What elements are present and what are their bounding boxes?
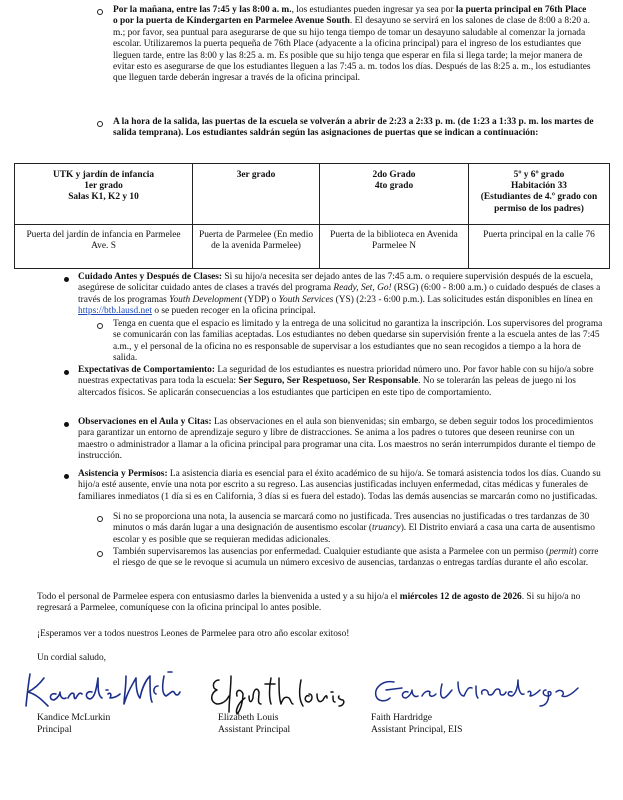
- signer-block: [371, 712, 462, 736]
- table-header-cell: 5º y 6º grado Habitación 33 (Estudiantes de 4.º grado con permiso de los padres): [469, 164, 610, 225]
- dismissal-paragraph: A la hora de la salida, las puertas de la escuela se volverán a abrir de 2:23 a 2:33 p. m. (de 1:23 a 1:33 p. m. los martes de salida temprana). Los estudiantes saldrán según las asignaciones de puertas que se indican a continuación:: [113, 117, 594, 139]
- bullet: [64, 277, 69, 282]
- table-header-cell: 3er grado: [193, 164, 320, 225]
- sub-bullet: [97, 121, 103, 127]
- permit-note: También supervisaremos las ausencias por enfermedad. Cualquier estudiante que asista a Parmelee con un permiso (permit) corre el riesgo de que se le revoque si acumula un número excesivo de ausencias, tardanzas o entregas tardías durante el año escolar.: [113, 547, 599, 569]
- signer-name: Elizabeth Louis: [218, 712, 279, 723]
- bullet: [64, 474, 69, 479]
- behavior-section: Expectativas de Comportamiento: La seguridad de los estudiantes es nuestra prioridad número uno. Por favor hable con su hijo/a sobre nuestras expectativas para toda la escuela: Ser Seguro, Ser Respetuoso, Ser Responsable. No se tolerarán las peleas de juego ni los altercados físicos. Se aplicarán consecuencias a los estudiantes que participen en este tipo de comportamiento.: [78, 365, 594, 398]
- observations-label: Observaciones en el Aula y Citas:: [78, 417, 212, 427]
- morning-entry-time: Por la mañana, entre las 7:45 y las 8:00 a. m.: [113, 5, 292, 15]
- table-cell: Puerta principal en la calle 76: [469, 225, 610, 269]
- closing-paragraph: Todo el personal de Parmelee espera con entusiasmo darles la bienvenida a usted y a su hijo/a el miércoles 12 de agosto de 2026. Si su hijo/a no regresará a Parmelee, comuníquese con la oficina principal lo antes posible.: [37, 592, 581, 614]
- attendance-label: Asistencia y Permisos:: [78, 469, 168, 479]
- btb-link[interactable]: https://btb.lausd.net: [78, 306, 152, 317]
- table-header-cell: UTK y jardín de infancia 1er grado Salas K1, K2 y 10: [15, 164, 193, 225]
- table-header-row: [15, 164, 610, 225]
- signer-block: [218, 712, 290, 736]
- signature-louis: [205, 670, 350, 718]
- sub-bullet: [97, 323, 103, 329]
- table-cell: Puerta de la biblioteca en Avenida Parmelee N: [320, 225, 469, 269]
- table-row: [15, 225, 610, 269]
- sub-bullet: [97, 9, 103, 15]
- signer-block: [37, 712, 110, 736]
- sub-bullet: [97, 516, 103, 522]
- signature-mclurkin: [22, 668, 192, 712]
- table-cell: Puerta de Parmelee (En medio de la avenida Parmelee): [193, 225, 320, 269]
- gate-assignment-table: [14, 163, 610, 269]
- signer-title: Assistant Principal: [218, 724, 291, 735]
- observations-section: Observaciones en el Aula y Citas: Las observaciones en el aula son bienvenidas; sin embargo, se deben seguir todos los procedimientos para garantizar un entorno de aprendizaje seguro y libre de distracciones. Se anima a los padres o tutores que deseen reunirse con un maestro o administrador a llamar a la oficina principal para programar una cita. Los maestros no serán interrumpidos durante el tiempo de instrucción.: [78, 417, 596, 462]
- table-cell: Puerta del jardín de infancia en Parmelee Ave. S: [15, 225, 193, 269]
- closing-salute: Un cordial saludo,: [37, 653, 106, 663]
- behavior-label: Expectativas de Comportamiento:: [78, 365, 215, 375]
- signer-title: Assistant Principal, EIS: [371, 724, 463, 735]
- signer-title: Principal: [37, 724, 72, 735]
- entry-gates: la puerta principal en 76th Place o por la puerta de Kindergarten en Parmelee Avenue South: [113, 5, 587, 27]
- care-section: Cuidado Antes y Después de Clases: Si su hijo/a necesita ser dejado antes de las 7:45 a.m. o requiere supervisión después de la escuela, asegúrese de solicitar cuidado antes de clases a través del programa Ready, Set, Go! (RSG) (6:00 - 8:00 a.m.) o cuidado después de clases a través de los programas Youth Development (YDP) o Youth Services (YS) (2:23 - 6:00 p.m.). Las solicitudes están disponibles en línea en https://btb.lausd.net o se pueden recoger en la oficina principal.: [78, 272, 601, 317]
- return-date: miércoles 12 de agosto de 2026: [399, 592, 522, 602]
- signature-hardridge: [372, 674, 587, 712]
- bullet: [64, 370, 69, 375]
- care-note: Tenga en cuenta que el espacio es limitado y la entrega de una solicitud no garantiza la inscripción. Los supervisores del programa se comunicarán con las familias aceptadas. Los estudiantes no deben quedarse sin supervisión frente a la escuela antes de las 7:45 a.m., y el personal de la oficina no es responsable de supervisar a los estudiantes que no sean recogidos a tiempo a la hora de salida.: [113, 319, 603, 364]
- care-label: Cuidado Antes y Después de Clases:: [78, 272, 223, 282]
- bullet: [64, 422, 69, 427]
- signer-name: Kandice McLurkin: [37, 712, 111, 723]
- morning-entry-paragraph: Por la mañana, entre las 7:45 y las 8:00 a. m., los estudiantes pueden ingresar ya sea por la puerta principal en 76th Place o por la puerta de Kindergarten en Parmelee Avenue South. El desayuno se servirá en los salones de clase de 8:00 a 8:20 a. m.; por favor, sea puntual para asegurarse de que su hijo tenga tiempo de tomar un desayuno saludable al comenzar la jornada escolar. Utilizaremos la puerta pequeña de 76th Place (adyacente a la oficina principal) para el ingreso de los estudiantes que lleguen tarde, entre las 8:00 y las 8:25 a. m. Es posible que su hijo tenga que esperar en fila si llega tarde; la mejor manera de evitar esto es asegurarse de que los estudiantes lleguen a las 7:45 a. m. todos los días. Después de las 8:25 a. m., los estudiantes que lleguen tarde deberán ingresar a través de la oficina principal.: [113, 5, 591, 84]
- attendance-section: Asistencia y Permisos: La asistencia diaria es esencial para el éxito académico de su hijo/a. Se tomará asistencia todos los días. Cuando su hijo/a esté ausente, envíe una nota por escrito a su regreso. Las ausencias justificadas incluyen enfermedad, citas médicas y funerales de familiares inmediatos (1 día si es en California, 3 días si es fuera del estado). Todas las demás ausencias se marcarán como no justificadas.: [78, 469, 601, 502]
- truancy-note: Si no se proporciona una nota, la ausencia se marcará como no justificada. Tres ausencias no justificadas o tres tardanzas de 30 minutos o más darán lugar a una designación de ausentismo escolar (truancy). El Distrito enviará a casa una carta de ausentismo escolar y es posible que se requieran medidas adicionales.: [113, 512, 595, 545]
- closing-cheer: ¡Esperamos ver a todos nuestros Leones de Parmelee para otro año escolar exitoso!: [37, 629, 350, 639]
- table-header-cell: 2do Grado 4to grado: [320, 164, 469, 225]
- sub-bullet: [97, 551, 103, 557]
- signer-name: Faith Hardridge: [371, 712, 433, 723]
